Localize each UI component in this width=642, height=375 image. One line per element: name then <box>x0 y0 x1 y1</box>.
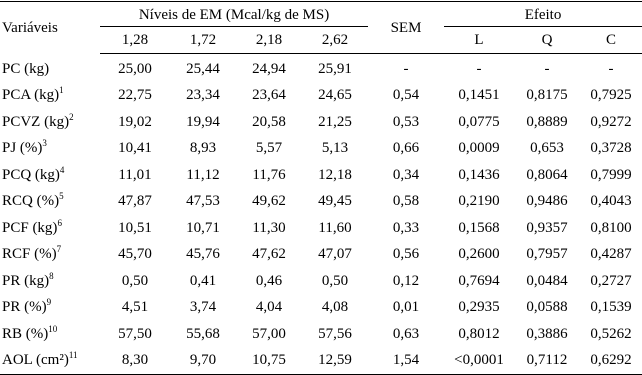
effect-value-cell: 0,0588 <box>526 299 568 316</box>
table-row <box>0 189 642 216</box>
sem-value-cell: 0,33 <box>392 219 420 236</box>
level-value-cell: 47,62 <box>252 246 286 263</box>
variable-name: RB (%) <box>2 325 49 342</box>
variable-name-cell <box>0 54 100 83</box>
effect-value-cell: 0,4287 <box>590 246 632 263</box>
level-header: 2,18 <box>236 27 302 54</box>
sem-value-cell: 0,58 <box>392 193 420 210</box>
effect-value-cell: 0,7925 <box>590 87 632 104</box>
table-row <box>0 242 642 269</box>
effect-value-cell: 0,8012 <box>458 325 500 342</box>
effect-value-cell: 0,653 <box>530 140 564 157</box>
effect-value-cell: 0,8064 <box>526 166 568 183</box>
level-value-cell: 49,62 <box>252 193 286 210</box>
level-value-cell: 45,76 <box>186 246 220 263</box>
effect-value-cell: 0,8100 <box>590 219 632 236</box>
level-value-cell: 0,46 <box>255 272 283 289</box>
effect-value-cell: 0,2727 <box>590 272 632 289</box>
effect-header-linear: L <box>444 27 514 54</box>
footnote-marker: 6 <box>57 217 62 228</box>
effect-value-cell: 0,0775 <box>458 113 500 130</box>
table-row <box>0 268 642 295</box>
variable-name-cell <box>0 162 100 189</box>
variable-name-cell <box>0 109 100 136</box>
table-body <box>0 54 642 375</box>
footnote-marker: 8 <box>49 270 54 281</box>
level-value-cell: 25,91 <box>318 60 352 77</box>
data-table <box>0 4 642 375</box>
level-header: 1,72 <box>170 27 236 54</box>
effect-value-cell: 0,7112 <box>514 348 580 375</box>
level-value-cell: 4,04 <box>255 299 283 316</box>
level-header: 2,62 <box>302 27 368 54</box>
level-value-cell: 57,50 <box>118 325 152 342</box>
level-value-cell: 19,94 <box>186 113 220 130</box>
effect-value-cell: 0,2600 <box>458 246 500 263</box>
effect-value-cell: 0,0484 <box>526 272 568 289</box>
variable-name-cell <box>0 83 100 110</box>
level-value-cell: 10,51 <box>118 219 152 236</box>
footnote-marker: 10 <box>48 323 58 334</box>
variable-name: PC (kg) <box>2 60 50 77</box>
level-value-cell: 57,00 <box>252 325 286 342</box>
table-row <box>0 348 642 375</box>
level-value-cell: 47,07 <box>318 246 352 263</box>
level-value-cell: 47,87 <box>118 193 152 210</box>
effect-value-cell: - <box>544 60 550 77</box>
sem-value-cell: 0,54 <box>392 87 420 104</box>
level-value-cell: 55,68 <box>186 325 220 342</box>
level-value-cell: 57,56 <box>318 325 352 342</box>
level-value-cell: 9,70 <box>170 348 236 375</box>
level-value-cell: 21,25 <box>318 113 352 130</box>
variable-name: RCQ (%) <box>2 193 60 210</box>
effect-value-cell: 0,1451 <box>458 87 500 104</box>
effect-value-cell: 0,3728 <box>590 140 632 157</box>
level-value-cell: 24,94 <box>252 60 286 77</box>
level-value-cell: 4,51 <box>121 299 149 316</box>
level-value-cell: 22,75 <box>118 87 152 104</box>
effect-value-cell: 0,7694 <box>458 272 500 289</box>
variable-name-cell <box>0 242 100 269</box>
effect-value-cell: 0,1436 <box>458 166 500 183</box>
variable-name-cell <box>0 321 100 348</box>
variable-name-cell <box>0 136 100 163</box>
level-value-cell: 24,65 <box>318 87 352 104</box>
sem-value-cell: 0,56 <box>392 246 420 263</box>
table-top-rule <box>0 1 642 2</box>
level-value-cell: 25,44 <box>186 60 220 77</box>
levels-group-header: Níveis de EM (Mcal/kg de MS) <box>100 4 368 27</box>
effect-value-cell: - <box>476 60 482 77</box>
effect-value-cell: 0,9486 <box>526 193 568 210</box>
variable-name: AOL (cm²) <box>2 352 69 369</box>
effect-value-cell: 0,4043 <box>590 193 632 210</box>
variable-name-cell <box>0 348 100 375</box>
level-value-cell: 3,74 <box>189 299 217 316</box>
footnote-marker: 9 <box>46 297 52 308</box>
sem-value-cell: 0,66 <box>392 140 420 157</box>
variable-name: PCVZ (kg) <box>2 113 70 130</box>
variable-name-cell <box>0 268 100 295</box>
level-header: 1,28 <box>100 27 170 54</box>
effect-value-cell: 0,0009 <box>458 140 500 157</box>
effect-value-cell: 0,2190 <box>458 193 500 210</box>
variable-name: PJ (%) <box>2 140 43 157</box>
level-value-cell: 12,59 <box>302 348 368 375</box>
variable-name: PR (kg) <box>2 272 50 289</box>
effect-value-cell: <0,0001 <box>444 348 514 375</box>
level-value-cell: 10,75 <box>236 348 302 375</box>
effect-value-cell: 0,9357 <box>526 219 568 236</box>
effect-value-cell: 0,7957 <box>526 246 568 263</box>
footnote-marker: 5 <box>59 191 64 202</box>
sem-value-cell: 0,34 <box>392 166 420 183</box>
table-row <box>0 321 642 348</box>
effect-value-cell: 0,9272 <box>590 113 632 130</box>
footnote-marker: 7 <box>56 244 62 255</box>
variable-name-cell <box>0 215 100 242</box>
table-row <box>0 83 642 110</box>
level-value-cell: 11,01 <box>118 166 152 183</box>
variable-column-header: Variáveis <box>2 20 58 37</box>
effect-value-cell: 0,5262 <box>590 325 632 342</box>
effect-group-header: Efeito <box>444 4 642 27</box>
table-row <box>0 136 642 163</box>
effect-value-cell: 0,8175 <box>526 87 568 104</box>
sem-value-cell: - <box>403 60 409 77</box>
table-row <box>0 295 642 322</box>
level-value-cell: 8,30 <box>100 348 170 375</box>
level-value-cell: 25,00 <box>118 60 152 77</box>
footnote-marker: 2 <box>69 111 74 122</box>
table-row <box>0 54 642 83</box>
level-value-cell: 45,70 <box>118 246 152 263</box>
footnote-marker: 4 <box>59 164 65 175</box>
level-value-cell: 23,64 <box>252 87 286 104</box>
level-value-cell: 11,60 <box>318 219 352 236</box>
effect-value-cell: 0,8889 <box>526 113 568 130</box>
level-value-cell: 19,02 <box>118 113 152 130</box>
sem-value-cell: 0,63 <box>392 325 420 342</box>
footnote-marker: 1 <box>59 85 64 96</box>
level-value-cell: 0,50 <box>321 272 349 289</box>
level-value-cell: 0,50 <box>121 272 149 289</box>
level-value-cell: 5,13 <box>321 140 349 157</box>
variable-name-cell <box>0 189 100 216</box>
level-value-cell: 0,41 <box>189 272 217 289</box>
table-row <box>0 215 642 242</box>
variable-name-cell <box>0 295 100 322</box>
footnote-marker: 11 <box>68 350 78 361</box>
effect-value-cell: 0,3886 <box>526 325 568 342</box>
effect-header-quadratic: Q <box>514 27 580 54</box>
sem-value-cell: 0,01 <box>392 299 420 316</box>
level-value-cell: 8,93 <box>189 140 217 157</box>
effect-value-cell: 0,7999 <box>590 166 632 183</box>
variable-name: PR (%) <box>2 299 47 316</box>
level-value-cell: 49,45 <box>318 193 352 210</box>
sem-column-header: SEM <box>368 4 444 54</box>
effect-value-cell: - <box>608 60 614 77</box>
level-value-cell: 10,71 <box>186 219 220 236</box>
effect-header-cubic: C <box>580 27 642 54</box>
level-value-cell: 47,53 <box>186 193 220 210</box>
table-row <box>0 162 642 189</box>
sem-value-cell: 0,53 <box>392 113 420 130</box>
level-value-cell: 11,12 <box>186 166 220 183</box>
effect-value-cell: 0,1539 <box>590 299 632 316</box>
sem-value-cell: 1,54 <box>368 348 444 375</box>
level-value-cell: 4,08 <box>321 299 349 316</box>
variable-name: PCA (kg) <box>2 87 60 104</box>
table-row <box>0 109 642 136</box>
level-value-cell: 12,18 <box>318 166 352 183</box>
level-value-cell: 11,30 <box>252 219 286 236</box>
level-value-cell: 11,76 <box>252 166 286 183</box>
level-value-cell: 5,57 <box>255 140 283 157</box>
footnote-marker: 3 <box>42 138 47 149</box>
effect-value-cell: 0,6292 <box>580 348 642 375</box>
variable-name: PCF (kg) <box>2 219 58 236</box>
level-value-cell: 20,58 <box>252 113 286 130</box>
effect-value-cell: 0,2935 <box>458 299 500 316</box>
effect-value-cell: 0,1568 <box>458 219 500 236</box>
level-value-cell: 10,41 <box>118 140 152 157</box>
variable-name: PCQ (kg) <box>2 166 60 183</box>
sem-value-cell: 0,12 <box>392 272 420 289</box>
level-value-cell: 23,34 <box>186 87 220 104</box>
variable-name: RCF (%) <box>2 246 57 263</box>
